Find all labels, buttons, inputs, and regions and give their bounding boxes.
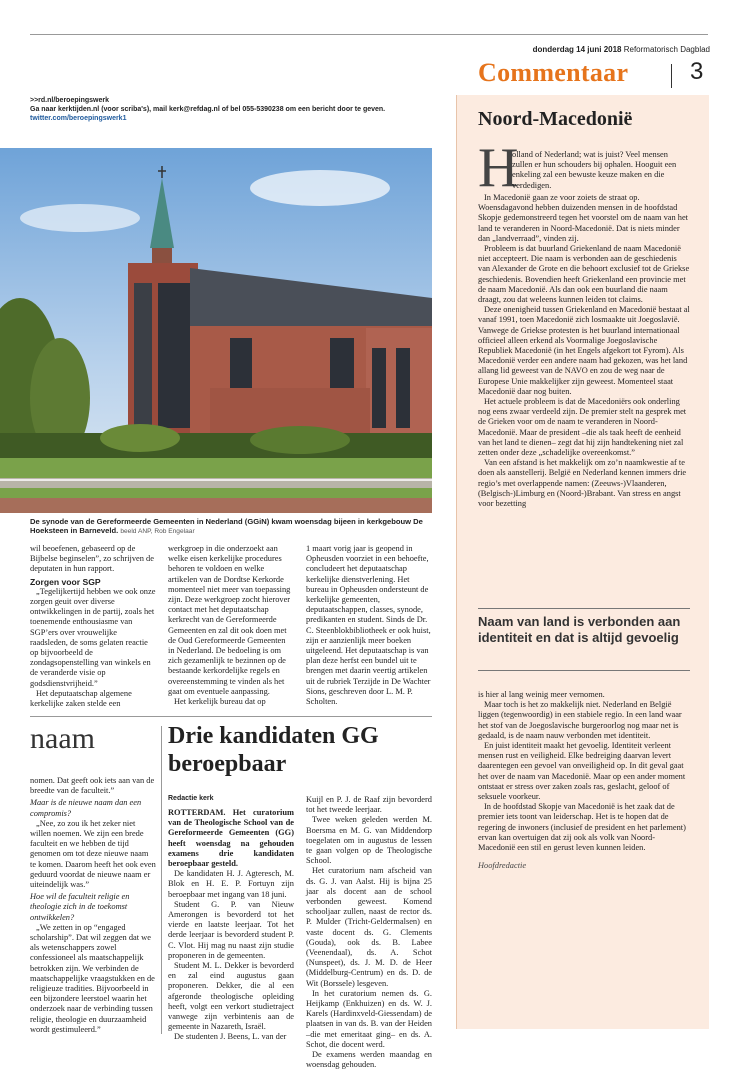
commentary-headline: Noord-Macedonië — [478, 108, 633, 130]
commentary-para-2: Probleem is dat buurland Griekenland de naam Macedonië niet accepteert. Die naam is verbonden aan de geschiedenis van Alexander de Grote en die behoort exclusief tot de Griekse geschiedenis. Bovendien heeft Griekenland een provincie met de naam Macedonië. Als dan ook een buurland die naam draagt, zou dat weleens kunnen leiden tot claims. — [478, 244, 690, 305]
photo-credit: beeld ANP, Rob Engelaar — [120, 528, 195, 535]
naam-headline: naam — [30, 722, 95, 755]
top-rule — [30, 34, 708, 35]
kandidaten-col1-para-5: De studenten J. Beens, L. van der — [174, 1032, 287, 1042]
kandidaten-headline: Drie kandidaten GG beroepbaar — [168, 723, 379, 777]
kandidaten-col2-para-2: Twee weken geleden werden M. Boersma en M. G. van Middendorp toegelaten om in augustus de lessen te gaan volgen op de Theologische School. — [306, 815, 432, 866]
commentary-opening: olland of Nederland; wat is juist? Veel mensen zullen er hun schouders bij ophalen. Hooguit een enkeling zal een bewuste keuze maken en die verdedigen. — [512, 150, 677, 190]
pullquote-rule-top — [478, 608, 690, 609]
photo-caption: De synode van de Gereformeerde Gemeenten in Nederland (GGiN) kwam woensdag bijeen in kerkgebouw De Hoeksteen in Barneveld. — [30, 517, 423, 535]
synode-col1-para: wil beoefenen, gebaseerd op de Bijbelse beginselen”, zo schrijven de deputaten in hun rapport. — [30, 544, 154, 574]
kandidaten-byline: Redactie kerk — [168, 795, 214, 802]
synode-col3-para-1: 1 maart vorig jaar is geopend in Opheusden voorziet in een behoefte, concludeert het deputaatschap kerkelijke dienstverlening. Het bureau in Opheusden ondersteunt de kerkelijke gemeenten, deputaatschappen, classes, synode, predikanten en student. Sinds de Dr. C. Steenblokbibliotheek er ook huist, zijn er aanzienlijk meer boeken uitgeleend. Het deputaatschap is van plan deze herfst een bundel uit te brengen met daarin veertig artikelen uit de rubriek Terzijde in De Wachter Sions, geschreven door L. M. P. Scholten. — [306, 544, 431, 707]
church-photo-illustration — [0, 148, 432, 513]
naam-kandidaten-divider — [161, 726, 162, 1034]
commentary-body-1 — [478, 193, 690, 509]
synode-col-1 — [30, 544, 156, 709]
paper-name: Reformatorisch Dagblad — [623, 45, 710, 54]
kandidaten-col2-para-4: In het curatorium nemen ds. G. Heijkamp (Enkhuizen) en ds. W. J. Karels (Hardinxveld-Giessendam) de plaatsen in van ds. B. van der Heiden –die met emeritaat ging– en ds. A. Schot, die docent werd. — [306, 988, 432, 1049]
naam-answer-2: „We zetten in op “engaged scholarship”. Dat wil zeggen dat we als wetenschappers zowel confessioneel als maatschappelijk betrokken zijn. We verbinden de maatschappelijke vraagstukken en de religieuze tradities. Bijvoorbeeld in een bijzondere leerstoel waarin het onderzoek naar de verbinding tussen religie, theologie en duurzaamheid wordt gestimuleerd.” — [30, 922, 155, 1034]
naam-question-2: Hoe wil de faculteit religie en theologie zich in de toekomst ontwikkelen? — [30, 892, 130, 922]
kandidaten-col-2 — [306, 795, 432, 1070]
commentary-para-7: Maar toch is het zo makkelijk niet. Nederland en België liggen (tegenwoordig) in een stabiele regio. In een land waar het stof van de Joegoslavische burgeroorlog nog maar net is gedaald, is de naam nauw verbonden met identiteit. — [478, 700, 682, 740]
commentary-para-8: En juist identiteit maakt het gevoelig. Identiteit verleent mensen rust en veiligheid. Elke bedreiging daarvan levert daarentegen een gevoel van onveiligheid op. In dit geval gaat het over de naam van Macedonië. Maar op een ander moment ontstaat er stress over zaken zoals ras, geslacht, geloof of seksuele voorkeur. — [478, 741, 686, 802]
naam-question-1: Maar is de nieuwe naam dan een compromis? — [30, 798, 142, 818]
issue-date: donderdag 14 juni 2018 — [532, 45, 622, 54]
kandidaten-col-1 — [168, 808, 294, 1043]
commentary-para-1: In Macedonië gaan ze voor zoiets de straat op. Woensdagavond hebben duizenden mensen in de hoofdstad Skopje gedemonstreerd tegen het voorstel om de naam van het land te veranderen in Noord-Macedonië. Dat is niets minder dan „landverraad”, vinden zij. — [478, 193, 689, 243]
synode-col-3 — [306, 544, 432, 707]
synode-col1b-para-2: Het deputaatschap algemene kerkelijke zaken stelde een — [30, 688, 132, 709]
photo-caption-block — [30, 517, 430, 536]
masthead-dateline — [520, 45, 710, 54]
kandidaten-col2-para-1: Kuijl en P. J. de Raaf zijn bevorderd tot het tweede leerjaar. — [306, 795, 432, 815]
kandidaten-col1-para-3: Student G. P. van Nieuw Amerongen is bevorderd tot het vierde en laatste leerjaar. Tot het derde leerjaar is bevorderd student P. C. Vlot. Hij mag nu naast zijn studie proponeren in de gemeenten. — [168, 899, 294, 960]
kandidaten-col1-para-2: De kandidaten H. J. Agteresch, M. Blok en H. E. P. Fortuyn zijn beroepbaar met ingang van 18 juni. — [168, 869, 294, 899]
beroepingswerk-twitter[interactable]: twitter.com/beroepingswerk1 — [30, 115, 127, 122]
dropcap: H — [478, 137, 519, 199]
pullquote: Naam van land is verbonden aan identiteit en dat is altijd gevoelig — [478, 614, 681, 645]
section-title: Commentaar — [478, 58, 629, 87]
church-photo — [0, 148, 432, 513]
commentary-body-2 — [478, 690, 690, 871]
synode-bottom-rule — [30, 716, 432, 717]
commentary-para-4: Het actuele probleem is dat de Macedoniërs ook onderling nog eens zwaar verdeeld zijn. De premier stelt na gesprek met de Grieken voor om de naam te veranderen in Noord-Macedonië. Maar de president –die als taak heeft de eenheid van het land te dienen– zegt dat hij zijn handtekening niet zal zetten onder deze „schadelijke overeenkomst.” — [478, 397, 687, 458]
naam-column — [30, 776, 156, 1035]
commentary-para-3: Deze onenigheid tussen Griekenland en Macedonië bestaat al vanaf 1991, toen Macedonië zich losmaakte uit Joegoslavië. Vanwege de Griekse protesten is het buurland internationaal officieel alleen erkend als Voormalige Joegoslavische Republiek Macedonië (in het Engels afgekort tot Fyrom). Als Macedonië verder een andere naam had gekozen, was het land allang lid geweest van de NAVO en zou de weg naar de Europese Unie makkelijker zijn geweest. Momenteel staat Macedonië daar nog buiten. — [478, 305, 690, 396]
naam-answer-1: „Nee, zo zou ik het zeker niet willen noemen. We zijn een brede faculteit en we hebben de tijd genomen om tot deze nieuwe naam te komen. Daarom heeft het ook even geduurd voordat de nieuwe naam er uiteindelijk was.” — [30, 818, 156, 890]
pullquote-rule-bottom — [478, 670, 690, 671]
section-divider — [671, 64, 672, 88]
commentary-para-5: Van een afstand is het makkelijk om zo’n naamkwestie af te doen als aanstellerij. België en Nederland kennen immers drie regio’s met overlappende namen: (Zeeuws-)Vlaanderen, (Belgisch-)Limburg en (Noord-)Brabant. Van stress en angst voor bezetting — [478, 458, 687, 509]
synode-col2-para-1: werkgroep in die onderzoekt aan welke eisen kerkelijke procedures behoren te voldoen en welke artikelen van de Dordtse Kerkorde momenteel niet meer van toepassing zijn. Deze werkgroep zocht hierover contact met het deputaatschap kerkrecht van de Gereformeerde Gemeenten en zal dit ook doen met de Oud Gereformeerde Gemeenten in Nederland. De bedoeling is om zich gezamenlijk te bezinnen op de bestaande kerkordelijke regels en overeenstemming te vinden als het gaat om eventuele aanpassing. — [168, 544, 291, 696]
page-number: 3 — [690, 58, 704, 85]
commentary-first-lines — [478, 150, 690, 191]
commentary-signature: Hoofdredactie — [478, 861, 527, 871]
synode-subhead: Zorgen voor SGP — [30, 576, 101, 587]
kandidaten-col2-para-5: De examens werden maandag en woensdag gehouden. — [306, 1050, 432, 1070]
synode-col2-para-2: Het kerkelijk bureau dat op — [174, 697, 266, 707]
kandidaten-col2-para-3: Het curatorium nam afscheid van ds. G. J. van Aalst. Hij is bijna 25 jaar als docent aan de school verbonden geweest. Komend schooljaar zullen, naast de rector ds. P. Mulder (Tricht-Geldermalsen) en vaste docent ds. G. Clements (Gouda), ook ds. B. Labee (Veenendaal), ds. A. Schot (Nunspeet), ds. J. M. D. de Heer (Middelburg-Centrum) en ds. D. de Wit (Borssele) lesgeven. — [306, 866, 432, 988]
beroepingswerk-contact: Ga naar kerktijden.nl (voor scriba's), mail kerk@refdag.nl of bel 055-5390238 om een bericht door te geven. — [30, 106, 386, 113]
synode-col1b-para-1: „Tegelijkertijd hebben we ook onze zorgen geuit over diverse ontwikkelingen in de partij, zoals het toenemende enthousiasme van SGP’ers over vrouwelijke raadsleden, de soms gelaten reactie op bijvoorbeeld de zondagsopenstelling van winkels en de veranderde visie op godsdienstvrijheid.” — [30, 586, 156, 688]
naam-intro: nomen. Dat geeft ook iets aan van de breedte van de faculteit.” — [30, 776, 155, 796]
commentary-para-6: is hier al lang weinig meer vernomen. — [478, 690, 605, 699]
synode-col-2 — [168, 544, 294, 707]
kandidaten-col1-para-4: Student M. L. Dekker is bevorderd en zal eind augustus gaan proponeren. Dekker, die al een afgeronde theologische opleiding heeft, volgt een verkort studietraject vanwege zijn verbintenis aan de gemeente in Nazareth, Israël. — [168, 961, 294, 1032]
beroepingswerk-box — [30, 96, 430, 123]
kandidaten-lead: ROTTERDAM. Het curatorium van de Theologische School van de Gereformeerde Gemeenten (GG) heeft woensdag na gehouden examens drie kandidaten beroepbaar gesteld. — [168, 808, 294, 869]
beroepingswerk-url[interactable]: >>rd.nl/beroepingswerk — [30, 97, 109, 104]
commentary-para-9: In de hoofdstad Skopje van Macedonië is het zaak dat de premier iets toont van leiderschap. Het is te hopen dat de regering de inwoners (inclusief de president en het parlement) ervan kan overtuigen dat zij ook als volk van Noord-Macedonië een stil en gerust leven kunnen leiden. — [478, 802, 686, 853]
